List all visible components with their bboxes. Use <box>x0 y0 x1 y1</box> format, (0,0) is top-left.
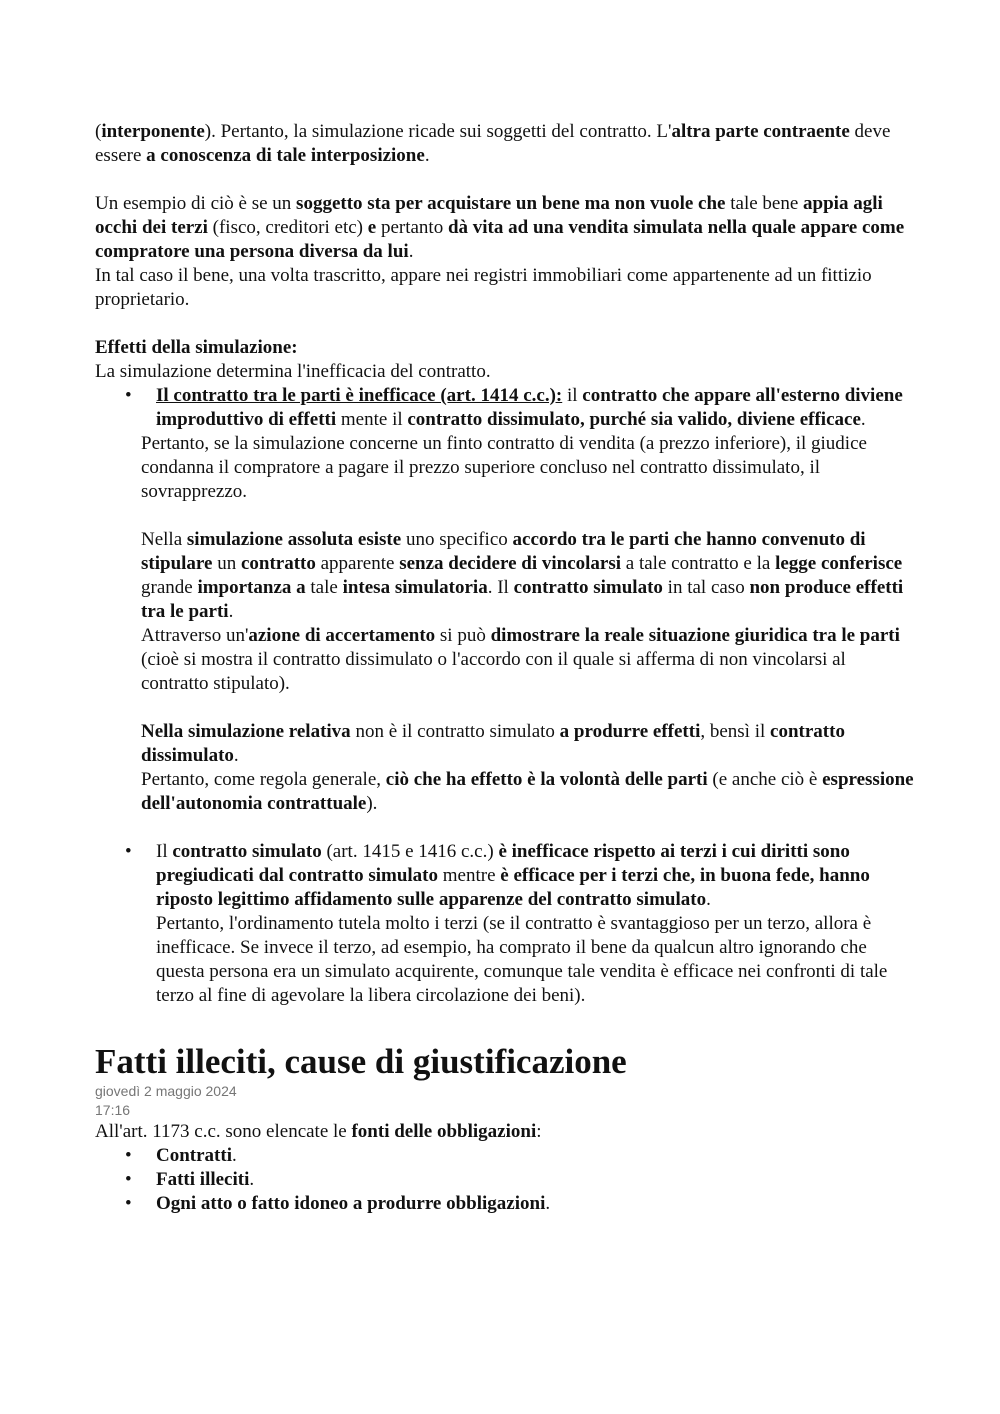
list-item: • Ogni atto o fatto idoneo a produrre obbligazioni. <box>125 1193 551 1214</box>
paragraph-simulazione-assoluta: Nella simulazione assoluta esiste uno specifico accordo tra le parti che hanno convenuto di stipulare un contratto apparente senza decidere di vincolarsi a tale contratto e la legge conferisce grande importanza a tale intesa simulatoria. Il contratto simulato in tal caso non produce effetti tra le parti. <box>141 529 904 622</box>
bullet-icon: • <box>125 1193 132 1214</box>
bullet-icon: • <box>125 841 132 862</box>
paragraph-azione-accertamento: Attraverso un'azione di accertamento si può dimostrare la reale situazione giuridica tra le parti (cioè si mostra il contratto dissimulato o l'accordo con il quale si afferma di non vincolarsi al contratto stipulato). <box>141 625 900 694</box>
effetti-list <box>95 384 915 432</box>
paragraph-esempio: Un esempio di ciò è se un soggetto sta per acquistare un bene ma non vuole che tale bene appia agli occhi dei terzi (fisco, creditori etc) e pertanto dà vita ad una vendita simulata nella quale appare come compratore una persona diversa da lui. <box>95 193 905 262</box>
section-title: Fatti illeciti, cause di giustificazione <box>95 1042 627 1081</box>
paragraph-sovrapprezzo: Pertanto, se la simulazione concerne un finto contratto di vendita (a prezzo inferiore), il giudice condanna il compratore a pagare il prezzo superiore concluso nel contratto dissimulato, il sovrapprezzo. <box>141 433 867 502</box>
heading-effetti: Effetti della simulazione: <box>95 337 298 358</box>
section-date: giovedì 2 maggio 2024 <box>95 1083 237 1099</box>
list-item: • Contratti. <box>125 1145 237 1166</box>
effetti-list-terzi <box>95 840 915 1008</box>
paragraph-simulazione-relativa: Nella simulazione relativa non è il contratto simulato a produrre effetti, bensì il contratto dissimulato. <box>141 721 845 766</box>
document-body <box>95 120 915 1216</box>
bullet-icon: • <box>125 1169 132 1190</box>
paragraph-regola-generale: Pertanto, come regola generale, ciò che ha effetto è la volontà delle parti (e anche ciò è espressione dell'autonomia contrattuale). <box>141 769 914 814</box>
list-item: • Il contratto simulato (art. 1415 e 1416 c.c.) è inefficace rispetto ai terzi i cui diritti sono pregiudicati dal contratto simulato mentre è efficace per i terzi che, in buona fede, hanno riposto legittimo affidamento sulle apparenze del contratto simulato. Pertanto, l'ordinamento tutela molto i terzi (se il contratto è svantaggioso per un terzo, allora è inefficace. Se invece il terzo, ad esempio, ha comprato il bene da qualcun altro ignorando che questa persona era un simulato acquirente, comunque tale vendita è efficace nei confronti di tale terzo al fine di agevolare la libera circolazione dei beni). <box>125 841 888 1006</box>
bullet1-details <box>95 432 915 816</box>
bullet-icon: • <box>125 385 132 406</box>
paragraph-registri: In tal caso il bene, una volta trascritto, appare nei registri immobiliari come appartenente ad un fittizio proprietario. <box>95 265 872 310</box>
list-item: • Il contratto tra le parti è inefficace (art. 1414 c.c.): il contratto che appare all'esterno diviene improduttivo di effetti mente il contratto dissimulato, purché sia valido, diviene efficace. <box>125 385 903 430</box>
bullet-icon: • <box>125 1145 132 1166</box>
paragraph-fonti: All'art. 1173 c.c. sono elencate le fonti delle obbligazioni: <box>95 1121 542 1142</box>
list-item: • Fatti illeciti. <box>125 1169 255 1190</box>
paragraph-effetti-intro: La simulazione determina l'inefficacia del contratto. <box>95 361 491 382</box>
section-time: 17:16 <box>95 1102 131 1118</box>
paragraph-interponente: (interponente). Pertanto, la simulazione ricade sui soggetti del contratto. L'altra parte contraente deve essere a conoscenza di tale interposizione. <box>95 121 891 166</box>
fonti-list <box>95 1144 915 1216</box>
